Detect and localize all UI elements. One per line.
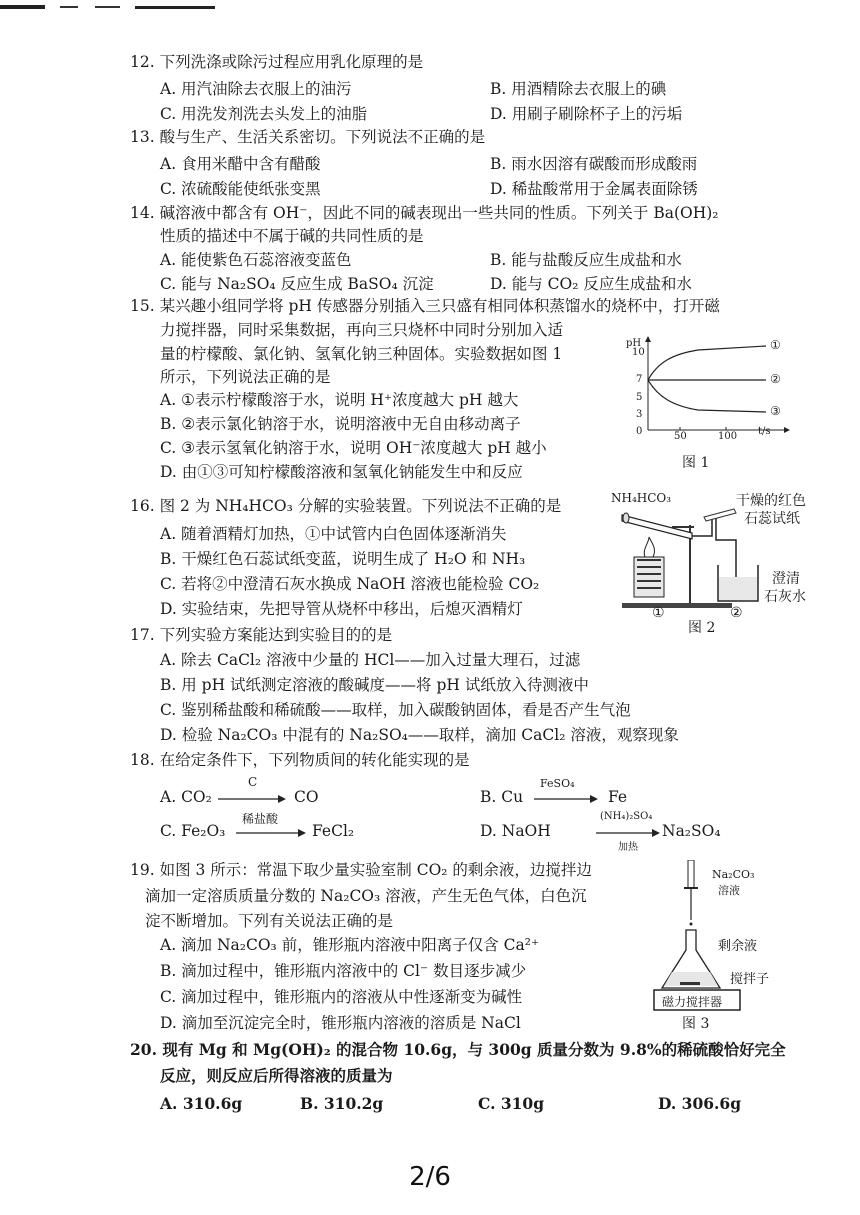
figure-3-caption: 图 3 [682, 1016, 710, 1032]
q14-option-a[interactable]: A. 能使紫色石蕊溶液变蓝色 [160, 251, 352, 269]
scan-mark [0, 4, 215, 12]
figure-1-ytick-7: 7 [636, 374, 643, 385]
q12-stem: 12. 下列洗涤或除污过程应用乳化原理的是 [130, 53, 424, 71]
q14-stem-line2: 性质的描述中不属于碱的共同性质的是 [160, 227, 424, 245]
q20-stem-line2: 反应，则反应后所得溶液的质量为 [160, 1066, 393, 1085]
q18-a-from: CO₂ [181, 788, 212, 806]
q16-option-c[interactable]: C. 若将②中澄清石灰水换成 NaOH 溶液也能检验 CO₂ [160, 575, 540, 593]
q18-option-c[interactable] [160, 821, 225, 841]
q18-option-d[interactable] [480, 821, 551, 841]
q14-option-d[interactable]: D. 能与 CO₂ 反应生成盐和水 [490, 275, 692, 293]
figure-2-lime-label-2: 石灰水 [764, 589, 806, 605]
q19-option-b[interactable]: B. 滴加过程中，锥形瓶内溶液中的 Cl⁻ 数目逐步减少 [160, 962, 527, 980]
figure-3-stirbar-label: 搅拌子 [730, 972, 770, 987]
figure-1-curve-2-label: ② [770, 372, 781, 386]
figure-3-na2co3-label-2: 溶液 [718, 884, 740, 897]
q19-stem-line2: 滴加一定溶质质量分数的 Na₂CO₃ 溶液，产生无色气体，白色沉 [145, 887, 587, 905]
q15-option-b[interactable]: B. ②表示氯化钠溶于水，说明溶液中无自由移动离子 [160, 415, 521, 433]
q18-d-to: Na₂SO₄ [662, 822, 721, 840]
q17-option-c[interactable]: C. 鉴别稀盐酸和稀硫酸——取样，加入碳酸钠固体，看是否产生气泡 [160, 701, 631, 719]
q20-option-c[interactable]: C. 310g [478, 1094, 545, 1113]
q16-option-a[interactable]: A. 随着酒精灯加热，①中试管内白色固体逐渐消失 [160, 525, 507, 543]
figure-2-paper-label-1: 干燥的红色 [736, 493, 806, 509]
figure-2-reagent-label: NH₄HCO₃ [611, 491, 672, 505]
figure-2-label-1: ① [652, 605, 665, 621]
q17-option-d[interactable]: D. 检验 Na₂CO₃ 中混有的 Na₂SO₄——取样，滴加 CaCl₂ 溶液，观察现象 [160, 726, 679, 744]
q19-stem-line3: 淀不断增加。下列有关说法正确的是 [145, 912, 394, 930]
q18-b-arrow [534, 794, 600, 804]
q18-d-condition-bottom: 加热 [618, 842, 638, 853]
q14-option-c[interactable]: C. 能与 Na₂SO₄ 反应生成 BaSO₄ 沉淀 [160, 275, 434, 293]
q18-a-label: A. [160, 788, 177, 806]
q13-option-d[interactable]: D. 稀盐酸常用于金属表面除锈 [490, 180, 698, 198]
q12-option-b[interactable]: B. 用酒精除去衣服上的碘 [490, 80, 667, 98]
q19-option-d[interactable]: D. 滴加至沉淀完全时，锥形瓶内溶液的溶质是 NaCl [160, 1014, 521, 1032]
q18-c-to: FeCl₂ [312, 822, 355, 840]
figure-2-paper-label-2: 石蕊试纸 [744, 511, 800, 527]
q18-b-condition: FeSO₄ [540, 777, 575, 790]
q18-a-condition: C [248, 775, 258, 789]
figure-1-ytick-0: 0 [636, 426, 643, 437]
q13-option-c[interactable]: C. 浓硫酸能使纸张变黑 [160, 180, 321, 198]
figure-1-xtick-100: 100 [718, 431, 738, 442]
q18-d-arrow [596, 828, 662, 838]
q18-b-label: B. [480, 788, 497, 806]
q18-option-a[interactable] [160, 787, 212, 807]
page-number: 2/6 [409, 1162, 451, 1192]
q16-option-b[interactable]: B. 干燥红色石蕊试纸变蓝，说明生成了 H₂O 和 NH₃ [160, 550, 526, 568]
figure-1-y-label: pH [626, 338, 642, 349]
q15-stem-line4: 所示，下列说法正确的是 [160, 368, 331, 386]
figure-2-label-2: ② [730, 605, 743, 621]
q18-a-arrow [218, 794, 288, 804]
q12-option-a[interactable]: A. 用汽油除去衣服上的油污 [160, 80, 352, 98]
q17-option-a[interactable]: A. 除去 CaCl₂ 溶液中少量的 HCl——加入过量大理石，过滤 [160, 651, 581, 669]
figure-3-na2co3-label-1: Na₂CO₃ [712, 868, 755, 881]
q15-stem-line1: 15. 某兴趣小组同学将 pH 传感器分别插入三只盛有相同体积蒸馏水的烧杯中，打开磁 [130, 297, 720, 315]
q19-option-a[interactable]: A. 滴加 Na₂CO₃ 前，锥形瓶内溶液中阳离子仅含 Ca²⁺ [160, 936, 540, 954]
figure-2-caption: 图 2 [688, 620, 716, 636]
q13-stem: 13. 酸与生产、生活关系密切。下列说法不正确的是 [130, 128, 486, 146]
q12-option-c[interactable]: C. 用洗发剂洗去头发上的油脂 [160, 105, 368, 123]
q19-option-c[interactable]: C. 滴加过程中，锥形瓶内的溶液从中性逐渐变为碱性 [160, 988, 523, 1006]
q15-option-d[interactable]: D. 由①③可知柠檬酸溶液和氢氧化钠能发生中和反应 [160, 463, 523, 481]
q18-c-condition: 稀盐酸 [242, 812, 279, 826]
q14-option-b[interactable]: B. 能与盐酸反应生成盐和水 [490, 251, 682, 269]
q18-b-to: Fe [608, 788, 628, 806]
figure-1-x-label: t/s [758, 426, 771, 437]
q18-d-from: NaOH [501, 822, 551, 840]
q16-option-d[interactable]: D. 实验结束，先把导管从烧杯中移出，后熄灭酒精灯 [160, 600, 523, 618]
q18-c-arrow [236, 828, 308, 838]
q18-a-to: CO [294, 788, 319, 806]
figure-1-xtick-50: 50 [674, 431, 687, 442]
q18-d-label: D. [480, 822, 497, 840]
q12-option-d[interactable]: D. 用刷子刷除杯子上的污垢 [490, 105, 683, 123]
q15-stem-line3: 量的柠檬酸、氯化钠、氢氧化钠三种固体。实验数据如图 1 [160, 345, 563, 363]
q18-d-condition-top: (NH₄)₂SO₄ [600, 811, 653, 822]
q18-option-b[interactable] [480, 787, 523, 807]
q15-stem-line2: 力搅拌器，同时采集数据，再向三只烧杯中同时分别加入适 [160, 321, 564, 339]
figure-3-stirrer-label: 磁力搅拌器 [662, 995, 723, 1009]
q14-stem-line1: 14. 碱溶液中都含有 OH⁻，因此不同的碱表现出一些共同的性质。下列关于 Ba(OH)₂ [130, 204, 719, 222]
q18-c-from: Fe₂O₃ [181, 822, 226, 840]
figure-1-ytick-5: 5 [636, 392, 643, 403]
q20-stem-line1: 20. 现有 Mg 和 Mg(OH)₂ 的混合物 10.6g，与 300g 质量分数为 9.8%的稀硫酸恰好完全 [130, 1040, 786, 1059]
q18-stem: 18. 在给定条件下，下列物质间的转化能实现的是 [130, 751, 470, 769]
q20-option-d[interactable]: D. 306.6g [658, 1094, 742, 1113]
figure-1-curve-1-label: ① [770, 338, 781, 352]
q17-stem: 17. 下列实验方案能达到实验目的的是 [130, 626, 393, 644]
q13-option-a[interactable]: A. 食用米醋中含有醋酸 [160, 155, 321, 173]
figure-1-ytick-3: 3 [636, 409, 643, 420]
q15-option-c[interactable]: C. ③表示氢氧化钠溶于水，说明 OH⁻浓度越大 pH 越小 [160, 439, 547, 457]
figure-1-caption: 图 1 [682, 455, 710, 471]
figure-3-residue-label: 剩余液 [718, 939, 758, 954]
figure-1-curve-3-label: ③ [770, 404, 781, 418]
q16-stem: 16. 图 2 为 NH₄HCO₃ 分解的实验装置。下列说法不正确的是 [130, 497, 562, 515]
q19-stem-line1: 19. 如图 3 所示：常温下取少量实验室制 CO₂ 的剩余液，边搅拌边 [130, 861, 592, 879]
q15-option-a[interactable]: A. ①表示柠檬酸溶于水，说明 H⁺浓度越大 pH 越大 [160, 391, 519, 409]
q20-option-a[interactable]: A. 310.6g [160, 1094, 243, 1113]
q17-option-b[interactable]: B. 用 pH 试纸测定溶液的酸碱度——将 pH 试纸放入待测液中 [160, 676, 589, 694]
figure-1-ytick-10: 10 [632, 347, 645, 358]
q13-option-b[interactable]: B. 雨水因溶有碳酸而形成酸雨 [490, 155, 698, 173]
q18-b-from: Cu [501, 788, 524, 806]
q20-option-b[interactable]: B. 310.2g [300, 1094, 384, 1113]
figure-2-lime-label-1: 澄清 [772, 571, 800, 587]
q18-c-label: C. [160, 822, 177, 840]
